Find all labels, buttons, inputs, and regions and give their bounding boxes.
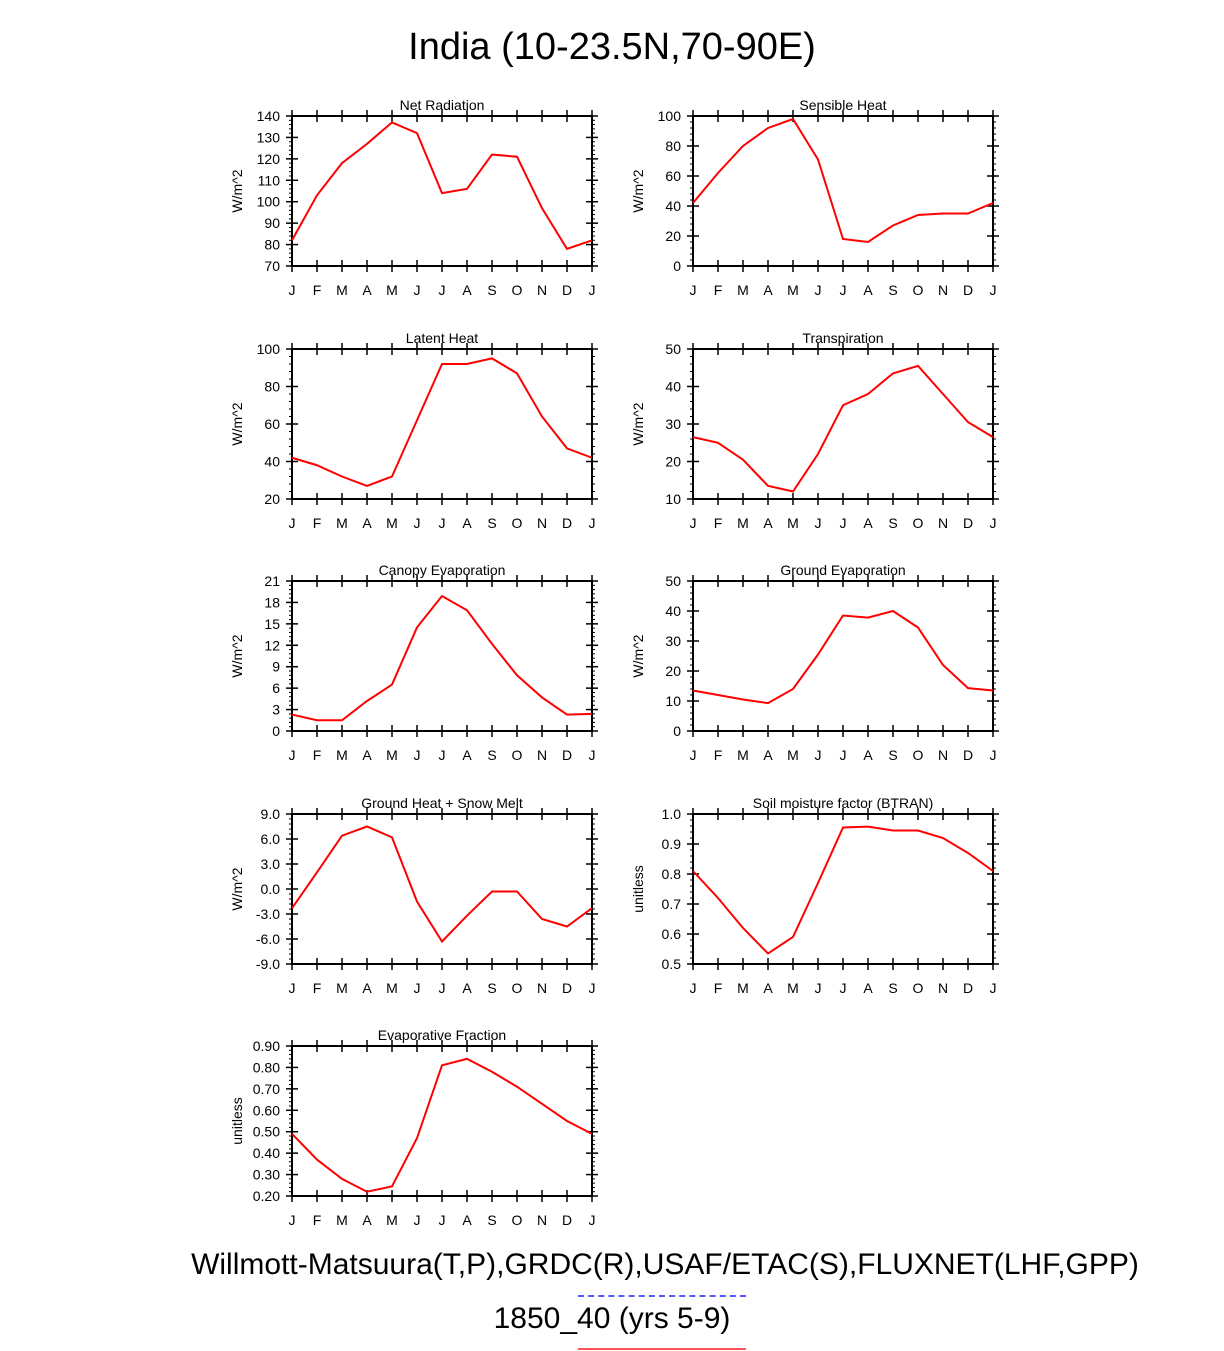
y-tick-label: 6 <box>272 680 280 697</box>
x-tick-label: N <box>536 1212 548 1228</box>
y-tick-label: 110 <box>257 172 280 189</box>
y-tick-label: 0.50 <box>252 1123 280 1140</box>
x-tick-label: S <box>888 282 898 298</box>
y-tick-label: 0.30 <box>252 1166 280 1183</box>
x-tick-label: J <box>438 515 446 531</box>
y-tick-label: 20 <box>665 228 681 244</box>
y-tick-label: -9.0 <box>255 956 280 972</box>
x-tick-label: J <box>413 515 421 531</box>
x-tick-label: M <box>787 282 799 298</box>
y-tick-label: 0.5 <box>661 956 681 972</box>
panel-title: Ground Evaporation <box>780 562 906 578</box>
y-tick-label: 0.7 <box>661 896 681 912</box>
series-line <box>693 827 993 954</box>
y-tick-label: 60 <box>264 416 280 432</box>
y-tick-label: 120 <box>256 150 280 167</box>
y-tick-label: 10 <box>665 693 681 709</box>
x-tick-label: D <box>561 980 573 996</box>
x-tick-label: D <box>962 980 974 996</box>
y-tick-label: 0.90 <box>252 1038 280 1054</box>
series-line <box>292 358 592 486</box>
y-tick-label: 50 <box>665 573 681 589</box>
y-tick-label: 50 <box>665 341 681 357</box>
x-tick-label: J <box>839 980 847 996</box>
y-axis-label: W/m^2 <box>229 867 245 911</box>
panel-title: Latent Heat <box>405 330 479 346</box>
x-tick-label: J <box>413 1212 421 1228</box>
series-line <box>292 1059 592 1192</box>
y-tick-label: -6.0 <box>255 931 280 947</box>
x-tick-label: J <box>989 747 997 763</box>
series-line <box>292 596 592 720</box>
y-tick-label: 10 <box>665 491 681 507</box>
panel-title: Sensible Heat <box>799 97 887 113</box>
panel-title: Soil moisture factor (BTRAN) <box>752 795 934 811</box>
y-tick-label: 3.0 <box>260 856 280 872</box>
y-tick-label: 0.8 <box>661 866 681 882</box>
x-tick-label: A <box>362 515 372 531</box>
x-tick-label: N <box>536 515 548 531</box>
y-tick-label: 12 <box>264 637 280 654</box>
x-tick-label: J <box>588 1212 596 1228</box>
y-axis-label: W/m^2 <box>630 169 646 213</box>
x-tick-label: A <box>863 747 873 763</box>
x-tick-label: M <box>737 747 749 763</box>
x-tick-label: O <box>511 1212 523 1228</box>
x-tick-label: D <box>561 1212 573 1228</box>
x-tick-label: A <box>763 282 773 298</box>
case-name: 1850_40 (yrs 5-9) <box>493 1302 731 1335</box>
x-tick-label: M <box>386 282 398 298</box>
y-axis-label: W/m^2 <box>229 402 245 446</box>
x-tick-label: F <box>312 1212 322 1228</box>
x-tick-label: S <box>487 282 497 298</box>
x-tick-label: S <box>487 980 497 996</box>
panel-soil-moisture-factor-btran- <box>630 795 999 996</box>
x-tick-label: J <box>839 515 847 531</box>
y-axis-label: unitless <box>229 1097 245 1145</box>
plot-frame <box>693 581 993 731</box>
x-tick-label: M <box>336 515 348 531</box>
x-tick-label: M <box>787 980 799 996</box>
y-tick-label: 0.80 <box>252 1059 280 1076</box>
series-line <box>693 119 993 242</box>
panel-ground-evaporation <box>630 562 999 763</box>
y-tick-label: 70 <box>264 258 280 274</box>
series-line <box>693 611 993 703</box>
x-tick-label: J <box>288 1212 296 1228</box>
x-tick-label: J <box>413 980 421 996</box>
x-tick-label: M <box>737 515 749 531</box>
y-tick-label: 90 <box>264 215 280 232</box>
x-tick-label: F <box>713 282 723 298</box>
x-tick-label: J <box>689 282 697 298</box>
x-tick-label: A <box>462 282 472 298</box>
x-tick-label: J <box>689 747 697 763</box>
y-axis-label: W/m^2 <box>630 402 646 446</box>
panel-ground-heat-snow-melt <box>229 795 598 996</box>
x-tick-label: S <box>487 747 497 763</box>
x-tick-label: O <box>912 747 924 763</box>
y-tick-label: 100 <box>256 341 280 357</box>
x-tick-label: A <box>462 1212 472 1228</box>
x-tick-label: A <box>362 747 372 763</box>
x-tick-label: J <box>438 282 446 298</box>
x-tick-label: A <box>863 515 873 531</box>
x-tick-label: J <box>839 282 847 298</box>
y-tick-label: 0.40 <box>252 1145 280 1162</box>
x-tick-label: N <box>937 515 949 531</box>
series-line <box>292 122 592 248</box>
x-tick-label: J <box>288 515 296 531</box>
y-tick-label: -3.0 <box>255 906 280 922</box>
x-tick-label: N <box>937 282 949 298</box>
y-tick-label: 0 <box>673 258 681 274</box>
x-tick-label: M <box>737 980 749 996</box>
y-tick-label: 40 <box>665 603 681 619</box>
y-axis-label: unitless <box>630 865 646 913</box>
panel-sensible-heat <box>630 97 999 298</box>
x-tick-label: M <box>386 515 398 531</box>
y-tick-label: 30 <box>665 633 681 649</box>
panel-title: Net Radiation <box>399 97 485 113</box>
figure-title: India (10-23.5N,70-90E) <box>408 26 816 68</box>
x-tick-label: O <box>912 282 924 298</box>
x-tick-label: F <box>312 515 322 531</box>
y-tick-label: 3 <box>272 701 280 718</box>
x-tick-label: D <box>962 282 974 298</box>
panel-net-radiation <box>229 97 598 298</box>
y-tick-label: 9 <box>272 658 280 675</box>
x-tick-label: F <box>312 282 322 298</box>
panel-latent-heat <box>229 330 598 531</box>
panel-canopy-evaporation <box>229 562 598 763</box>
reference-legend-line <box>578 1295 746 1297</box>
plot-frame <box>693 349 993 499</box>
y-tick-label: 20 <box>264 491 280 507</box>
x-tick-label: J <box>288 980 296 996</box>
y-tick-label: 80 <box>665 138 681 154</box>
y-tick-label: 9.0 <box>260 806 280 822</box>
x-tick-label: D <box>561 747 573 763</box>
x-tick-label: S <box>487 515 497 531</box>
x-tick-label: J <box>588 515 596 531</box>
x-tick-label: D <box>561 515 573 531</box>
case-legend-line <box>578 1348 746 1350</box>
x-tick-label: N <box>536 747 548 763</box>
x-tick-label: M <box>386 747 398 763</box>
x-tick-label: M <box>787 515 799 531</box>
x-tick-label: J <box>438 747 446 763</box>
x-tick-label: A <box>362 1212 372 1228</box>
x-tick-label: J <box>839 747 847 763</box>
x-tick-label: J <box>438 1212 446 1228</box>
x-tick-label: J <box>814 980 822 996</box>
panel-evaporative-fraction <box>229 1027 598 1228</box>
panel-title: Transpiration <box>802 330 884 346</box>
x-tick-label: A <box>362 980 372 996</box>
y-tick-label: 0.6 <box>661 926 681 942</box>
x-tick-label: J <box>288 282 296 298</box>
y-tick-label: 40 <box>665 198 681 214</box>
x-tick-label: J <box>989 282 997 298</box>
x-tick-label: J <box>814 515 822 531</box>
x-tick-label: M <box>386 1212 398 1228</box>
y-tick-label: 80 <box>264 378 280 395</box>
panel-transpiration <box>630 330 999 531</box>
series-line <box>292 827 592 942</box>
reference-sources: Willmott-Matsuura(T,P),GRDC(R),USAF/ETAC(S),FLUXNET(LHF,GPP) <box>191 1248 1139 1281</box>
x-tick-label: A <box>863 980 873 996</box>
x-tick-label: A <box>763 747 773 763</box>
x-tick-label: D <box>962 747 974 763</box>
x-tick-label: S <box>888 980 898 996</box>
x-tick-label: J <box>413 282 421 298</box>
y-tick-label: 130 <box>256 129 280 146</box>
y-tick-label: 0.60 <box>252 1102 280 1119</box>
x-tick-label: S <box>888 515 898 531</box>
plot-frame <box>292 1046 592 1196</box>
x-tick-label: M <box>737 282 749 298</box>
y-tick-label: 40 <box>665 378 681 395</box>
x-tick-label: O <box>511 282 523 298</box>
x-tick-label: M <box>336 980 348 996</box>
x-tick-label: J <box>438 980 446 996</box>
x-tick-label: N <box>937 980 949 996</box>
x-tick-label: S <box>888 747 898 763</box>
x-tick-label: J <box>413 747 421 763</box>
x-tick-label: J <box>588 747 596 763</box>
x-tick-label: J <box>989 980 997 996</box>
x-tick-label: O <box>912 515 924 531</box>
y-tick-label: 60 <box>665 168 681 184</box>
x-tick-label: M <box>336 282 348 298</box>
x-tick-label: N <box>536 980 548 996</box>
plot-frame <box>693 814 993 964</box>
x-tick-label: O <box>912 980 924 996</box>
x-tick-label: N <box>937 747 949 763</box>
y-tick-label: 0.20 <box>252 1188 280 1204</box>
y-tick-label: 20 <box>665 663 681 679</box>
y-tick-label: 0.70 <box>252 1080 280 1097</box>
y-axis-label: W/m^2 <box>229 634 245 678</box>
y-tick-label: 15 <box>264 615 280 632</box>
x-tick-label: A <box>763 515 773 531</box>
y-axis-label: W/m^2 <box>229 169 245 213</box>
y-tick-label: 21 <box>264 573 280 589</box>
x-tick-label: O <box>511 515 523 531</box>
y-tick-label: 20 <box>665 453 681 470</box>
plot-frame <box>693 116 993 266</box>
y-tick-label: 0.0 <box>260 881 280 897</box>
x-tick-label: F <box>312 747 322 763</box>
x-tick-label: J <box>814 282 822 298</box>
x-tick-label: J <box>989 515 997 531</box>
x-tick-label: M <box>787 747 799 763</box>
x-tick-label: J <box>588 980 596 996</box>
x-tick-label: N <box>536 282 548 298</box>
y-tick-label: 0 <box>272 723 280 739</box>
x-tick-label: J <box>689 515 697 531</box>
y-tick-label: 100 <box>256 193 280 210</box>
y-tick-label: 18 <box>264 594 280 611</box>
x-tick-label: A <box>462 515 472 531</box>
x-tick-label: F <box>713 515 723 531</box>
x-tick-label: A <box>362 282 372 298</box>
y-tick-label: 100 <box>657 108 681 124</box>
y-tick-label: 30 <box>665 416 681 432</box>
series-line <box>693 366 993 492</box>
y-tick-label: 6.0 <box>260 831 280 847</box>
x-tick-label: J <box>588 282 596 298</box>
x-tick-label: D <box>561 282 573 298</box>
panel-title: Ground Heat + Snow Melt <box>361 795 523 811</box>
panel-title: Evaporative Fraction <box>377 1027 507 1043</box>
panel-title: Canopy Evaporation <box>378 562 506 578</box>
y-tick-label: 0 <box>673 723 681 739</box>
x-tick-label: A <box>462 980 472 996</box>
plot-frame <box>292 581 592 731</box>
x-tick-label: F <box>713 747 723 763</box>
x-tick-label: M <box>336 1212 348 1228</box>
x-tick-label: M <box>336 747 348 763</box>
y-tick-label: 0.9 <box>661 836 681 852</box>
x-tick-label: O <box>511 747 523 763</box>
x-tick-label: F <box>713 980 723 996</box>
y-tick-label: 140 <box>256 108 280 124</box>
x-tick-label: F <box>312 980 322 996</box>
x-tick-label: A <box>462 747 472 763</box>
y-tick-label: 80 <box>264 236 280 253</box>
x-tick-label: D <box>962 515 974 531</box>
y-tick-label: 40 <box>264 453 280 470</box>
x-tick-label: A <box>863 282 873 298</box>
x-tick-label: O <box>511 980 523 996</box>
x-tick-label: J <box>288 747 296 763</box>
x-tick-label: M <box>386 980 398 996</box>
x-tick-label: A <box>763 980 773 996</box>
y-axis-label: W/m^2 <box>630 634 646 678</box>
x-tick-label: J <box>689 980 697 996</box>
x-tick-label: S <box>487 1212 497 1228</box>
x-tick-label: J <box>814 747 822 763</box>
y-tick-label: 1.0 <box>661 806 681 822</box>
